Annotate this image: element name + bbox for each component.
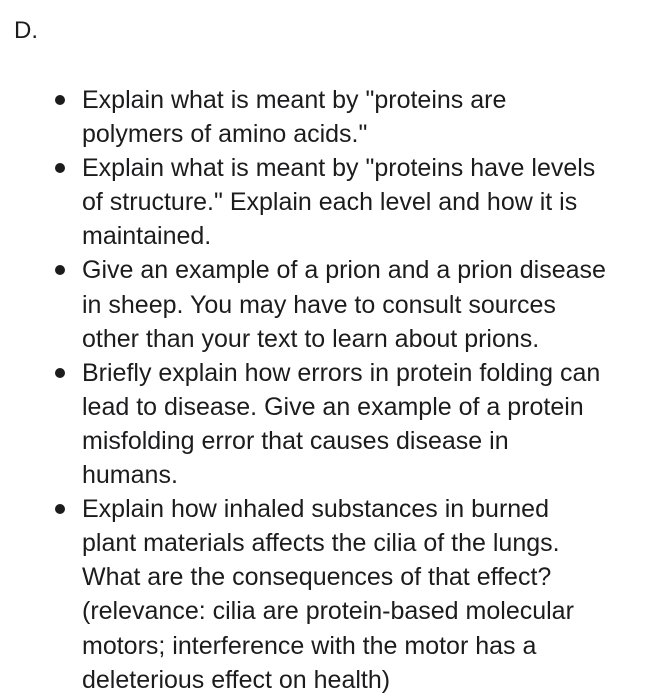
section-label: D. [14, 17, 38, 44]
list-item [0, 356, 668, 492]
bullet-icon [55, 504, 65, 514]
list-item-text-line: of structure." Explain each level and how it is [82, 188, 578, 217]
list-item-text-line: maintained. [82, 222, 212, 251]
list-item-text-line: What are the consequences of that effect? [82, 563, 552, 592]
list-item [0, 151, 668, 253]
list-item-text-line: Briefly explain how errors in protein folding can [82, 358, 601, 387]
list-item-text-line: Explain what is meant by "proteins have levels [82, 154, 596, 183]
list-item-text-line: in sheep. You may have to consult sources [82, 290, 556, 319]
list-item-text-line: (relevance: cilia are protein-based molecular [82, 597, 574, 626]
list-item-text-line: plant materials affects the cilia of the lungs. [82, 529, 560, 558]
list-item [0, 492, 668, 697]
bullet-icon [55, 368, 65, 378]
list-item-text-line: Explain how inhaled substances in burned [82, 495, 549, 524]
bullet-icon [55, 163, 65, 173]
list-item-text-line: other than your text to learn about prions. [82, 324, 540, 353]
list-item-text-line: lead to disease. Give an example of a protein [82, 392, 584, 421]
question-list [0, 83, 668, 697]
list-item [0, 83, 668, 151]
list-item-text-line: motors; interference with the motor has a [82, 631, 537, 660]
list-item-text-line: polymers of amino acids." [82, 120, 368, 149]
list-item-text-line: Explain what is meant by "proteins are [82, 86, 507, 114]
list-item-text-line: misfolding error that causes disease in [82, 426, 509, 455]
list-item-text-line: humans. [82, 461, 178, 490]
list-item [0, 253, 668, 355]
bullet-icon [55, 265, 65, 275]
list-item-text-line: deleterious effect on health) [82, 665, 391, 694]
bullet-icon [55, 95, 65, 105]
list-item-text-line: Give an example of a prion and a prion disease [82, 256, 606, 285]
